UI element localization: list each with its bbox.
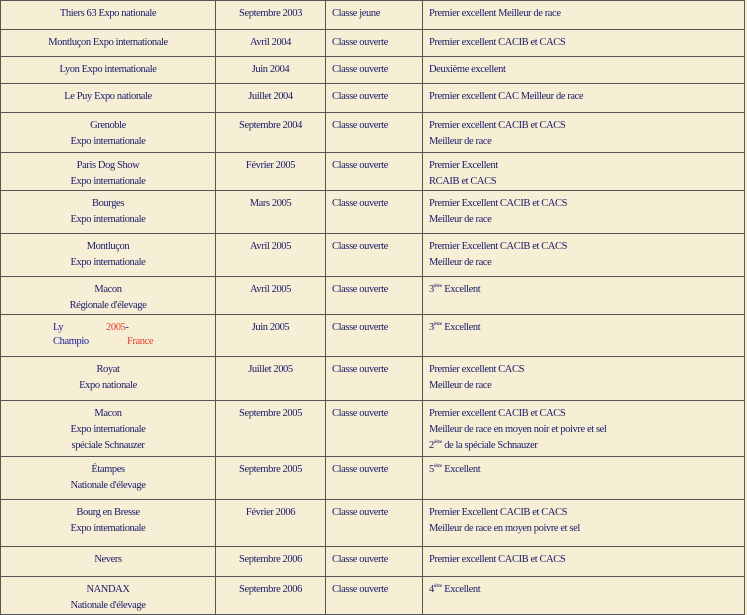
event-line: Bourges bbox=[91, 198, 124, 209]
event-line: Expo internationale bbox=[70, 136, 146, 147]
result-line: Premier excellent CACIB et CACS bbox=[429, 408, 566, 419]
event-cell bbox=[1, 547, 216, 577]
date-cell: Juin 2005 bbox=[216, 315, 326, 357]
result-ordinal: 3 bbox=[429, 284, 434, 295]
event-line: Expo internationale bbox=[70, 176, 146, 187]
class-cell: Classe ouverte bbox=[326, 57, 423, 84]
table-row bbox=[1, 191, 745, 234]
class-cell: Classe jeune bbox=[326, 1, 423, 30]
event-cell bbox=[1, 57, 216, 84]
result-cell bbox=[423, 315, 745, 357]
class-cell: Classe ouverte bbox=[326, 277, 423, 315]
result-cell bbox=[423, 277, 745, 315]
result-text: Excellent bbox=[441, 584, 481, 595]
table-row bbox=[1, 1, 745, 30]
result-ordinal: 5 bbox=[429, 464, 434, 475]
result-line: Meilleur de race bbox=[429, 380, 492, 391]
date-cell: Septembre 2005 bbox=[216, 401, 326, 457]
result-cell bbox=[423, 457, 745, 500]
table-row bbox=[1, 84, 745, 113]
lyon-label-part: Ly bbox=[53, 322, 64, 333]
event-line: Le Puy Expo nationale bbox=[64, 91, 152, 102]
result-line: Premier Excellent CACIB et CACS bbox=[429, 241, 568, 252]
date-cell: Juillet 2004 bbox=[216, 84, 326, 113]
class-cell: Classe ouverte bbox=[326, 234, 423, 277]
result-cell bbox=[423, 547, 745, 577]
table-row bbox=[1, 500, 745, 547]
result-ordinal-suffix: ième bbox=[433, 440, 442, 445]
result-ordinal-suffix: ième bbox=[433, 464, 442, 469]
event-line: Expo nationale bbox=[79, 380, 137, 391]
event-cell bbox=[1, 191, 216, 234]
date-cell: Avril 2005 bbox=[216, 234, 326, 277]
class-cell: Classe ouverte bbox=[326, 191, 423, 234]
event-line: Royat bbox=[96, 364, 120, 375]
class-cell: Classe ouverte bbox=[326, 457, 423, 500]
table-row bbox=[1, 457, 745, 500]
result-line: Meilleur de race en moyen poivre et sel bbox=[429, 523, 580, 534]
result-line: Premier excellent CACIB et CACS bbox=[429, 554, 566, 565]
result-cell bbox=[423, 500, 745, 547]
result-line: Premier Excellent CACIB et CACS bbox=[429, 507, 568, 518]
event-line: Montluçon Expo internationale bbox=[48, 37, 168, 48]
event-line: Paris Dog Show bbox=[76, 160, 140, 171]
event-cell bbox=[1, 315, 216, 357]
result-cell bbox=[423, 191, 745, 234]
lyon-label-country: France bbox=[127, 336, 154, 347]
result-line: Premier excellent CAC Meilleur de race bbox=[429, 91, 584, 102]
date-cell: Février 2006 bbox=[216, 500, 326, 547]
date-cell: Avril 2004 bbox=[216, 30, 326, 57]
event-cell bbox=[1, 113, 216, 153]
result-ordinal-suffix: ième bbox=[433, 322, 442, 327]
event-cell bbox=[1, 153, 216, 191]
date-cell: Février 2005 bbox=[216, 153, 326, 191]
table-row bbox=[1, 153, 745, 191]
date-cell: Avril 2005 bbox=[216, 277, 326, 315]
date-cell: Septembre 2004 bbox=[216, 113, 326, 153]
event-line: Macon bbox=[94, 408, 122, 419]
result-line: Premier excellent CACIB et CACS bbox=[429, 120, 566, 131]
event-line: Grenoble bbox=[90, 120, 126, 131]
event-cell bbox=[1, 401, 216, 457]
result-line: RCAIB et CACS bbox=[429, 176, 497, 187]
result-line: Premier excellent CACIB et CACS bbox=[429, 37, 566, 48]
event-line: Montluçon bbox=[86, 241, 130, 252]
table-row bbox=[1, 401, 745, 457]
result-text: Excellent bbox=[441, 284, 481, 295]
result-line: Premier excellent Meilleur de race bbox=[429, 8, 561, 19]
class-cell: Classe ouverte bbox=[326, 577, 423, 615]
event-line: Expo internationale bbox=[70, 424, 146, 435]
lyon-championship-label bbox=[53, 320, 163, 350]
date-cell: Septembre 2005 bbox=[216, 457, 326, 500]
event-line: Macon bbox=[94, 284, 122, 295]
result-line: Premier Excellent bbox=[429, 160, 498, 171]
result-line: Premier excellent CACS bbox=[429, 364, 525, 375]
date-cell: Septembre 2006 bbox=[216, 577, 326, 615]
table-row bbox=[1, 234, 745, 277]
event-cell bbox=[1, 84, 216, 113]
event-line: Thiers 63 Expo nationale bbox=[59, 8, 157, 19]
date-cell: Septembre 2003 bbox=[216, 1, 326, 30]
result-cell bbox=[423, 84, 745, 113]
date-cell: Septembre 2006 bbox=[216, 547, 326, 577]
class-cell: Classe ouverte bbox=[326, 401, 423, 457]
table-row bbox=[1, 315, 745, 357]
lyon-year-number: 2005 bbox=[106, 322, 126, 333]
table-row bbox=[1, 547, 745, 577]
result-line: Meilleur de race en moyen noir et poivre et sel bbox=[429, 424, 607, 435]
result-cell bbox=[423, 153, 745, 191]
date-cell: Juin 2004 bbox=[216, 57, 326, 84]
result-line bbox=[429, 438, 738, 454]
result-ordinal: 4 bbox=[429, 584, 434, 595]
result-line: Meilleur de race bbox=[429, 214, 492, 225]
table-row bbox=[1, 113, 745, 153]
result-cell bbox=[423, 30, 745, 57]
result-line: Deuxième excellent bbox=[429, 64, 506, 75]
event-line: Étampes bbox=[91, 464, 125, 475]
event-cell bbox=[1, 1, 216, 30]
class-cell: Classe ouverte bbox=[326, 113, 423, 153]
result-text: de la spéciale Schnauzer bbox=[441, 440, 538, 451]
lyon-year bbox=[106, 320, 129, 336]
event-line: Nevers bbox=[94, 554, 122, 565]
result-cell bbox=[423, 357, 745, 401]
table-row bbox=[1, 57, 745, 84]
event-line: Bourg en Bresse bbox=[76, 507, 140, 518]
result-cell bbox=[423, 1, 745, 30]
class-cell: Classe ouverte bbox=[326, 84, 423, 113]
event-line: spéciale Schnauzer bbox=[71, 440, 145, 451]
class-cell: Classe ouverte bbox=[326, 357, 423, 401]
lyon-label-part: Champio bbox=[53, 336, 89, 347]
lyon-year-dash: - bbox=[125, 322, 129, 333]
result-ordinal: 3 bbox=[429, 322, 434, 333]
result-ordinal: 2 bbox=[429, 440, 434, 451]
table-row bbox=[1, 277, 745, 315]
result-line: Premier Excellent CACIB et CACS bbox=[429, 198, 568, 209]
result-cell bbox=[423, 57, 745, 84]
table-row bbox=[1, 30, 745, 57]
result-ordinal-suffix: ième bbox=[433, 284, 442, 289]
table-row bbox=[1, 357, 745, 401]
event-line: Expo internationale bbox=[70, 257, 146, 268]
result-line: Meilleur de race bbox=[429, 257, 492, 268]
class-cell: Classe ouverte bbox=[326, 315, 423, 357]
date-cell: Juillet 2005 bbox=[216, 357, 326, 401]
event-line: Expo internationale bbox=[70, 214, 146, 225]
result-cell bbox=[423, 234, 745, 277]
event-cell bbox=[1, 30, 216, 57]
class-cell: Classe ouverte bbox=[326, 153, 423, 191]
result-cell bbox=[423, 113, 745, 153]
event-cell bbox=[1, 234, 216, 277]
event-cell bbox=[1, 277, 216, 315]
event-line: NANDAX bbox=[86, 584, 130, 595]
event-line: Nationale d'élevage bbox=[70, 480, 146, 491]
event-cell bbox=[1, 500, 216, 547]
result-text: Excellent bbox=[441, 322, 481, 333]
event-cell bbox=[1, 457, 216, 500]
result-line: Meilleur de race bbox=[429, 136, 492, 147]
event-line: Nationale d'élevage bbox=[70, 600, 146, 611]
date-cell: Mars 2005 bbox=[216, 191, 326, 234]
event-cell bbox=[1, 357, 216, 401]
class-cell: Classe ouverte bbox=[326, 30, 423, 57]
event-line: Expo internationale bbox=[70, 523, 146, 534]
result-cell bbox=[423, 401, 745, 457]
class-cell: Classe ouverte bbox=[326, 547, 423, 577]
event-line: Lyon Expo internationale bbox=[59, 64, 157, 75]
result-ordinal-suffix: ième bbox=[433, 584, 442, 589]
class-cell: Classe ouverte bbox=[326, 500, 423, 547]
result-text: Excellent bbox=[441, 464, 481, 475]
event-line: Régionale d'élevage bbox=[69, 300, 147, 311]
